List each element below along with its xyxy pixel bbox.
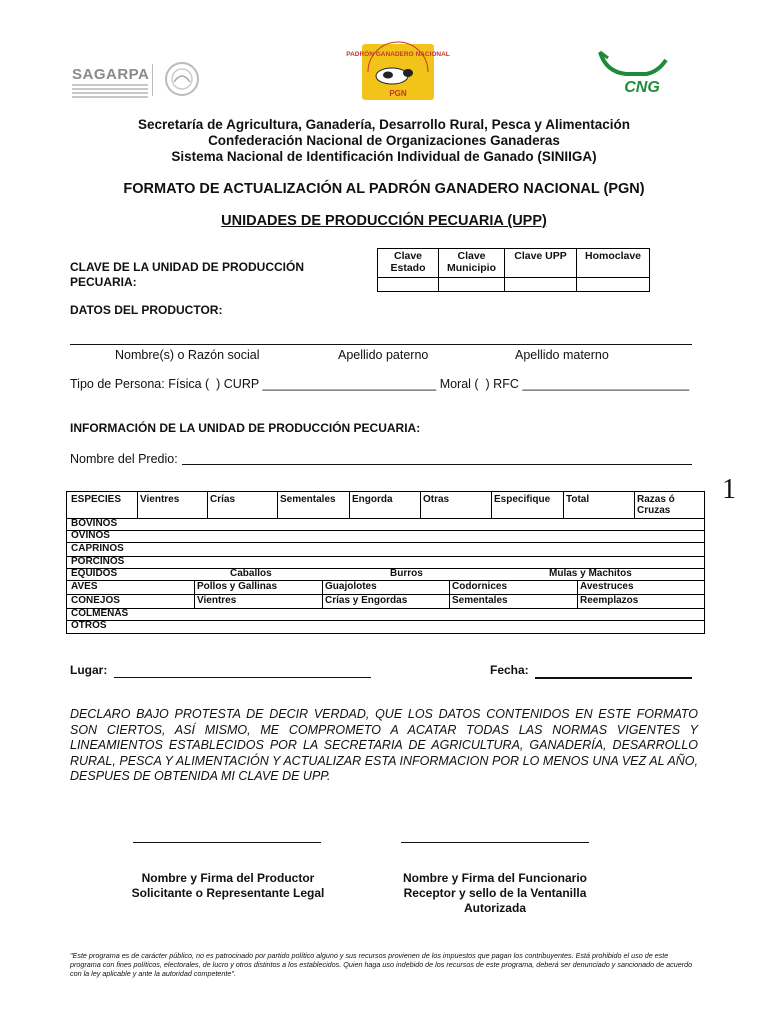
productor-name-field[interactable] — [70, 332, 692, 345]
clave-label-1: CLAVE DE LA UNIDAD DE PRODUCCIÓN — [70, 260, 305, 274]
signature-line-funcionario[interactable] — [401, 842, 589, 843]
header-line-3: Sistema Nacional de Identificación Individual de Ganado (SINIIGA) — [171, 149, 597, 164]
svg-text:PADRÓN GANADERO NACIONAL: PADRÓN GANADERO NACIONAL — [346, 51, 450, 58]
sagarpa-subtitle-lines — [72, 84, 148, 100]
productor-title: DATOS DEL PRODUCTOR: — [70, 303, 223, 317]
pgn-logo — [346, 44, 450, 100]
header-otras: Otras — [420, 492, 491, 518]
clave-table — [377, 248, 650, 292]
homoclave-field[interactable] — [577, 278, 650, 292]
mexico-seal-icon — [164, 60, 200, 98]
aves-codornices: Codornices — [449, 581, 577, 595]
cng-logo — [596, 48, 676, 96]
lugar-label: Lugar: — [70, 663, 108, 677]
row-porcinos[interactable]: PORCINOS — [67, 556, 704, 569]
signature-line-productor[interactable] — [133, 842, 321, 843]
header-razas: Razas ó Cruzas — [634, 492, 704, 518]
equidos-mulas: Mulas y Machitos — [549, 568, 632, 579]
conejos-reemplazos: Reemplazos — [577, 595, 704, 609]
clave-upp-header: Clave UPP — [505, 249, 577, 278]
aves-pollos: Pollos y Gallinas — [194, 581, 322, 595]
row-bovinos[interactable]: BOVINOS — [67, 518, 704, 531]
header-sementales: Sementales — [277, 492, 349, 518]
clave-municipio-header: Clave Municipio — [439, 249, 505, 278]
row-otros[interactable]: OTROS — [67, 620, 704, 634]
equidos-caballos: Caballos — [230, 568, 272, 579]
sagarpa-wordmark: SAGARPA — [72, 66, 150, 83]
svg-text:PGN: PGN — [389, 89, 407, 98]
clave-estado-field[interactable] — [378, 278, 439, 292]
clave-label-2: PECUARIA: — [70, 275, 137, 289]
predio-label: Nombre del Predio: — [70, 452, 178, 466]
equidos-burros: Burros — [390, 568, 423, 579]
header-vientres: Vientres — [137, 492, 207, 518]
form-subtitle: UNIDADES DE PRODUCCIÓN PECUARIA (UPP) — [221, 213, 547, 229]
row-colmenas[interactable]: COLMENAS — [67, 608, 704, 621]
header-crias: Crías — [207, 492, 277, 518]
conejos-crias: Crías y Engordas — [322, 595, 449, 609]
fecha-label: Fecha: — [490, 663, 529, 677]
productor-signature-caption-2: Solicitante o Representante Legal — [131, 886, 325, 900]
lugar-field[interactable] — [114, 663, 371, 678]
sagarpa-divider — [152, 64, 153, 96]
productor-signature-caption-1: Nombre y Firma del Productor — [141, 871, 315, 885]
homoclave-header: Homoclave — [577, 249, 650, 278]
clave-municipio-field[interactable] — [439, 278, 505, 292]
funcionario-signature-caption-2: Receptor y sello de la Ventanilla — [403, 886, 587, 900]
form-title: FORMATO DE ACTUALIZACIÓN AL PADRÓN GANADERO NACIONAL (PGN) — [123, 181, 645, 197]
conejos-sementales: Sementales — [449, 595, 577, 609]
fecha-field[interactable] — [535, 663, 692, 679]
header-line-2: Confederación Nacional de Organizaciones Ganaderas — [208, 133, 560, 148]
predio-field[interactable] — [182, 450, 692, 465]
upp-info-title: INFORMACIÓN DE LA UNIDAD DE PRODUCCIÓN PECUARIA: — [70, 421, 421, 435]
species-table — [66, 491, 705, 634]
tipo-persona-line[interactable]: Tipo de Persona: Física ( ) CURP _________________________ Moral ( ) RFC ________________________ — [70, 377, 690, 391]
sagarpa-logo — [72, 60, 202, 100]
header-engorda: Engorda — [349, 492, 420, 518]
clave-estado-header: Clave Estado — [378, 249, 439, 278]
row-equidos[interactable]: EQUIDOS Caballos Burros Mulas y Machitos — [67, 568, 704, 581]
header-total: Total — [563, 492, 634, 518]
header-especifique: Especifique — [491, 492, 563, 518]
row-caprinos[interactable]: CAPRINOS — [67, 542, 704, 557]
legal-footnote: "Este programa es de carácter público, no es patrocinado por partido político alguno y sus recursos provienen de los impuestos que pagan los contribuyentes. Está prohibido el uso de este programa con fines políticos, electorales, de lucro y otros distintos a los establecidos. Quien haga uso indebido de los recursos de este programa, deberá ser denunciado y sancionado de acuerdo con la ley aplicable y ante la autoridad competente". — [70, 951, 693, 978]
row-conejos[interactable]: CONEJOS Vientres Crías y Engordas Sementales Reemplazos — [67, 594, 704, 609]
header-line-1: Secretaría de Agricultura, Ganadería, Desarrollo Rural, Pesca y Alimentación — [138, 117, 630, 132]
species-header-row — [67, 492, 704, 518]
header-especies: ESPECIES — [71, 494, 122, 505]
funcionario-signature-caption-3: Autorizada — [463, 901, 526, 915]
aves-guajolotes: Guajolotes — [322, 581, 449, 595]
row-ovinos[interactable]: OVINOS — [67, 530, 704, 543]
page-number: 1 — [722, 474, 736, 505]
conejos-vientres: Vientres — [194, 595, 322, 609]
name-caption: Nombre(s) o Razón social — [115, 348, 260, 362]
aves-avestruces: Avestruces — [577, 581, 704, 595]
row-aves[interactable]: AVES Pollos y Gallinas Guajolotes Codornices Avestruces — [67, 580, 704, 595]
clave-upp-field[interactable] — [505, 278, 577, 292]
materno-caption: Apellido materno — [515, 348, 609, 362]
declaration-text: DECLARO BAJO PROTESTA DE DECIR VERDAD, QUE LOS DATOS CONTENIDOS EN ESTE FORMATO SON CIERTOS, ASÍ MISMO, ME COMPROMETO A ACATAR TODAS LAS NORMAS VIGENTES Y LINEAMIENTOS ESTABLECIDOS POR LA SECRETARIA DE AGRICULTURA, GANADERÍA, DESARROLLO RURAL, PESCA Y ALIMENTACIÓN Y ACTUALIZAR ESTA INFORMACION POR LO MENOS UNA VEZ AL AÑO, DESPUES DE OBTENIDA MI CLAVE DE UPP. — [70, 707, 698, 783]
svg-text:CNG: CNG — [624, 79, 660, 96]
funcionario-signature-caption-1: Nombre y Firma del Funcionario — [402, 871, 588, 885]
paterno-caption: Apellido paterno — [338, 348, 429, 362]
